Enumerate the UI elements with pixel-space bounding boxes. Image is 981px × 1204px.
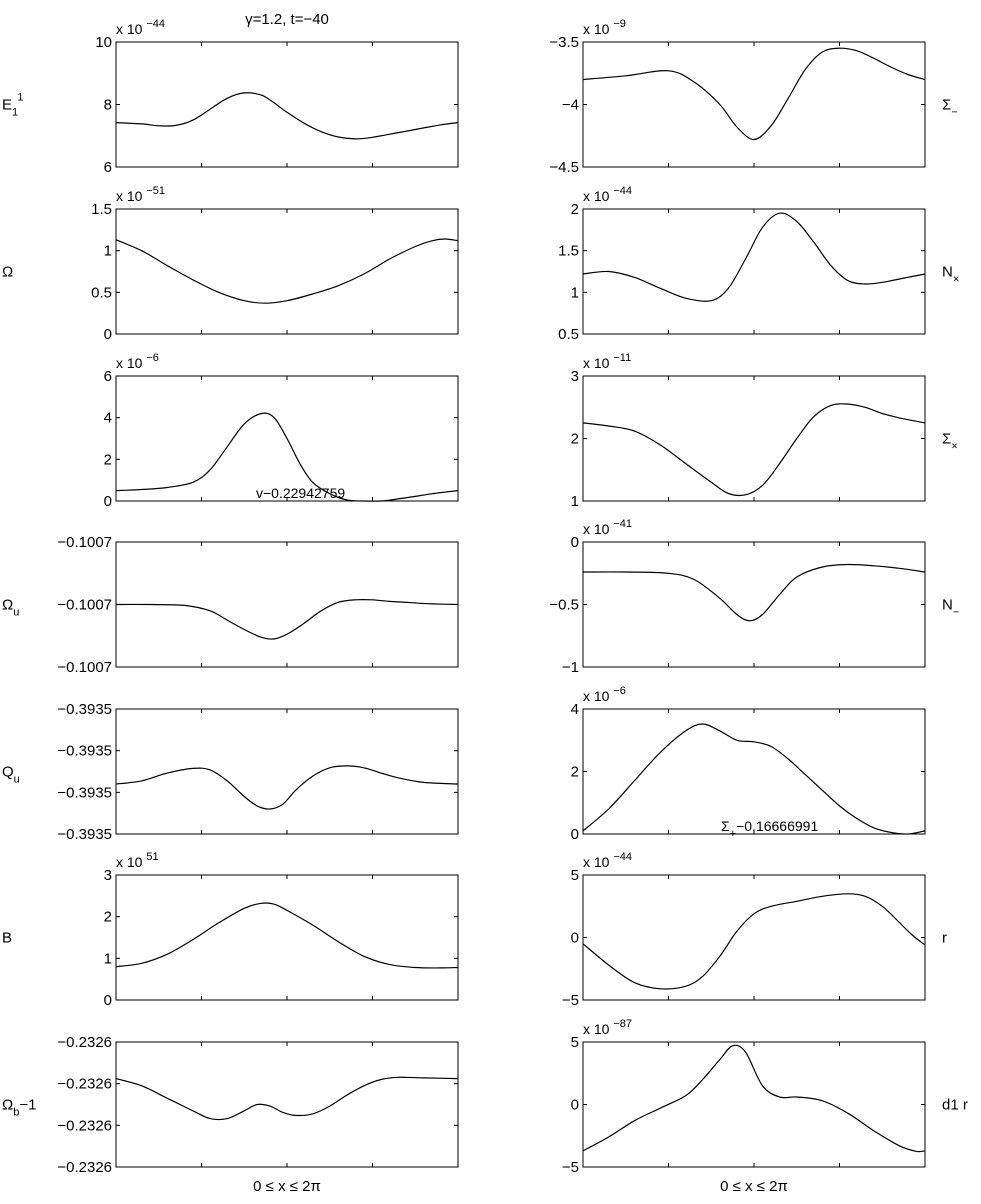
y-tick-label: 5 bbox=[570, 867, 579, 884]
annotation: v−0.22942759 bbox=[256, 485, 346, 501]
series-line bbox=[583, 48, 925, 139]
y-tick-label: −0.2326 bbox=[57, 1117, 112, 1135]
y-tick-label: 0 bbox=[570, 534, 579, 551]
y-tick-label: −0.2326 bbox=[57, 1159, 112, 1176]
y-tick-label: −4 bbox=[561, 96, 579, 114]
y-tick-label: −1 bbox=[561, 659, 579, 676]
y-tick-label: 0.5 bbox=[91, 284, 112, 302]
axes-frame bbox=[583, 42, 925, 167]
y-tick-label: 0 bbox=[570, 826, 579, 843]
axes-frame bbox=[583, 709, 925, 834]
exponent-label: x 10 $^{-11}$ bbox=[583, 352, 632, 371]
y-tick-label: 0 bbox=[103, 326, 112, 343]
y-tick-label: 6 bbox=[103, 159, 112, 176]
y-tick-label: 4 bbox=[570, 701, 579, 718]
axes-frame bbox=[583, 209, 925, 334]
y-tick-label: 2 bbox=[103, 451, 112, 469]
series-line bbox=[116, 93, 458, 139]
axes-frame bbox=[116, 709, 458, 834]
axes-frame bbox=[116, 42, 458, 167]
exponent-label: x 10 $^{-9}$ bbox=[583, 18, 626, 37]
y-axis-label: $N_-$ bbox=[942, 596, 960, 619]
panel-9 bbox=[2, 701, 458, 843]
series-line bbox=[583, 894, 925, 989]
y-tick-label: −0.5 bbox=[549, 596, 579, 614]
y-axis-label: $\Omega_b-1$ bbox=[2, 1096, 37, 1119]
y-tick-label: −4.5 bbox=[549, 159, 579, 176]
y-tick-label: −0.2326 bbox=[57, 1034, 112, 1051]
y-tick-label: −5 bbox=[561, 1159, 579, 1176]
y-tick-label: 2 bbox=[570, 430, 579, 448]
y-tick-label: 2 bbox=[103, 908, 112, 926]
series-line bbox=[583, 564, 925, 620]
annotation: $\Sigma_+-0.16666991$ bbox=[721, 818, 819, 840]
panel-4 bbox=[558, 185, 959, 343]
y-tick-label: −3.5 bbox=[549, 34, 579, 51]
series-line bbox=[583, 213, 925, 301]
panel-7 bbox=[2, 534, 458, 676]
y-tick-label: 3 bbox=[570, 368, 579, 385]
y-tick-label: 0 bbox=[103, 493, 112, 510]
series-line bbox=[116, 1077, 458, 1119]
axes-frame bbox=[583, 542, 925, 667]
y-axis-label: $E_1^1$ bbox=[2, 91, 24, 119]
y-tick-label: −0.2326 bbox=[57, 1075, 112, 1093]
series-line bbox=[116, 766, 458, 809]
exponent-label: x 10 $^{-44}$ bbox=[116, 18, 166, 37]
y-tick-label: 2 bbox=[570, 763, 579, 781]
panel-6 bbox=[571, 352, 958, 510]
exponent-label: x 10 $^{-6}$ bbox=[583, 685, 626, 704]
y-axis-label: d1 r bbox=[942, 1096, 968, 1114]
y-axis-label: B bbox=[2, 929, 13, 947]
exponent-label: x 10 $^{-6}$ bbox=[116, 352, 159, 371]
y-tick-label: 0 bbox=[570, 929, 579, 947]
panel-3 bbox=[2, 185, 458, 343]
axes-frame bbox=[583, 376, 925, 501]
panel-13 bbox=[2, 1034, 458, 1176]
y-tick-label: −0.1007 bbox=[57, 534, 112, 551]
y-tick-label: −0.1007 bbox=[57, 596, 112, 614]
y-axis-label: $Q_u$ bbox=[2, 763, 20, 786]
y-tick-label: −0.3935 bbox=[57, 742, 112, 760]
y-tick-label: 8 bbox=[103, 96, 112, 114]
x-axis-label-right: 0 ≤ x ≤ 2π bbox=[720, 1178, 788, 1195]
axes-frame bbox=[583, 875, 925, 1000]
y-axis-label: $\Sigma_\times$ bbox=[942, 430, 958, 453]
y-tick-label: 1 bbox=[570, 493, 579, 510]
series-line bbox=[116, 239, 458, 303]
y-tick-label: 0 bbox=[570, 1096, 579, 1114]
axes-frame bbox=[116, 209, 458, 334]
series-line bbox=[583, 404, 925, 496]
exponent-label: x 10 $^{-87}$ bbox=[583, 1018, 633, 1037]
y-axis-label: $\Sigma_-$ bbox=[942, 96, 958, 119]
y-tick-label: −5 bbox=[561, 992, 579, 1009]
figure-title: γ=1.2, t=−40 bbox=[245, 11, 329, 28]
exponent-label: x 10 $^{-41}$ bbox=[583, 518, 633, 537]
y-tick-label: −0.3935 bbox=[57, 826, 112, 843]
panel-8 bbox=[549, 518, 959, 676]
y-tick-label: 4 bbox=[103, 409, 112, 427]
y-axis-label: $N_\times$ bbox=[942, 263, 960, 286]
y-tick-label: 1 bbox=[570, 284, 579, 302]
series-line bbox=[116, 600, 458, 640]
y-tick-label: 1.5 bbox=[91, 201, 112, 218]
exponent-label: x 10 $^{-44}$ bbox=[583, 851, 633, 870]
axes-frame bbox=[583, 1042, 925, 1167]
y-tick-label: 5 bbox=[570, 1034, 579, 1051]
y-tick-label: 1.5 bbox=[558, 242, 579, 260]
y-tick-label: 1 bbox=[103, 950, 112, 968]
y-axis-label: r bbox=[942, 929, 947, 947]
axes-frame bbox=[116, 875, 458, 1000]
axes-frame bbox=[116, 1042, 458, 1167]
y-tick-label: 2 bbox=[570, 201, 579, 218]
panel-12 bbox=[562, 851, 947, 1009]
y-tick-label: 1 bbox=[103, 242, 112, 260]
x-axis-label-left: 0 ≤ x ≤ 2π bbox=[253, 1178, 321, 1195]
y-tick-label: 6 bbox=[103, 368, 112, 385]
panel-5 bbox=[104, 352, 458, 510]
y-tick-label: 0 bbox=[103, 992, 112, 1009]
y-tick-label: −0.3935 bbox=[57, 701, 112, 718]
exponent-label: x 10 $^{51}$ bbox=[116, 851, 159, 870]
y-axis-label: Ω bbox=[2, 263, 14, 281]
panel-14 bbox=[562, 1018, 968, 1176]
series-line bbox=[116, 903, 458, 968]
y-tick-label: −0.3935 bbox=[57, 784, 112, 802]
y-tick-label: −0.1007 bbox=[57, 659, 112, 676]
y-axis-label: $\Omega_u$ bbox=[2, 596, 20, 619]
panel-1 bbox=[2, 18, 458, 176]
panel-11 bbox=[2, 851, 458, 1009]
y-tick-label: 0.5 bbox=[558, 326, 579, 343]
series-line bbox=[583, 1045, 925, 1151]
panel-10 bbox=[571, 685, 925, 843]
exponent-label: x 10 $^{-51}$ bbox=[116, 185, 166, 204]
y-tick-label: 3 bbox=[103, 867, 112, 884]
panel-2 bbox=[549, 18, 957, 176]
y-tick-label: 10 bbox=[95, 34, 112, 51]
exponent-label: x 10 $^{-44}$ bbox=[583, 185, 633, 204]
